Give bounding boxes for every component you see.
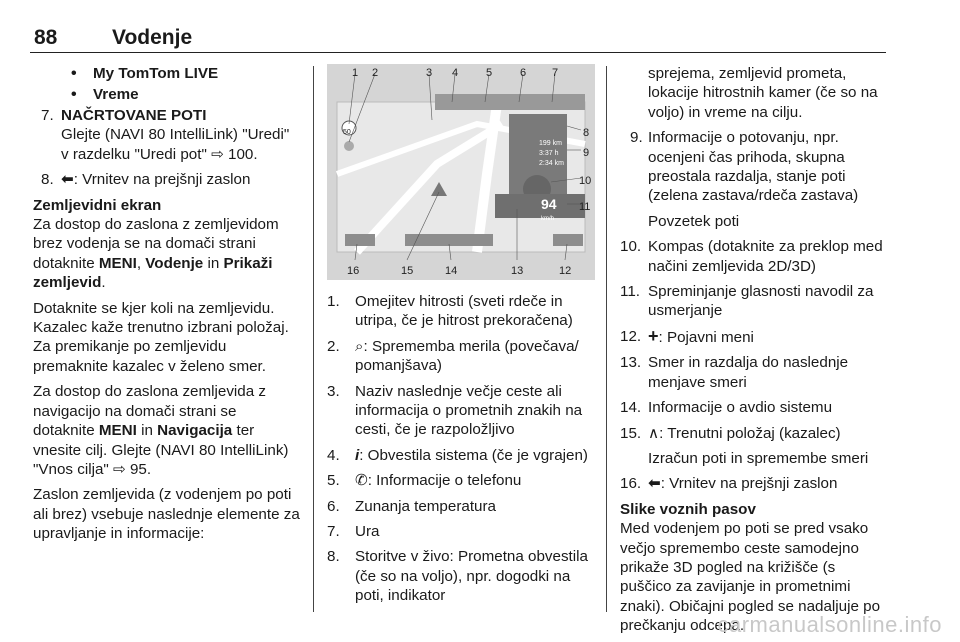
list-item	[327, 547, 597, 605]
item-number: 13.	[620, 354, 642, 372]
sub-text: Izračun poti in spremembe smeri	[648, 449, 869, 467]
callout-label: 4	[452, 67, 459, 79]
item-number: 9.	[630, 129, 643, 147]
callout-label: 8	[583, 127, 590, 139]
callout-label: 14	[445, 265, 458, 277]
item-text: : Vrnitev na prejšnji zaslon	[660, 475, 838, 493]
item-text: Informacije o avdio sistemu	[648, 399, 833, 417]
callout-label: 13	[511, 265, 524, 277]
list-item	[620, 282, 890, 321]
sub-text: Povzetek poti	[648, 212, 740, 230]
item-text: : Sprememba merila (povečava/ pomanjšava)	[355, 337, 579, 375]
list-item	[620, 327, 890, 347]
paragraph: Zaslon zemljevida (z vodenjem po poti ali brez) vsebuje naslednje elemente za upravljanje in informacije:	[33, 486, 300, 543]
callout-label: 6	[520, 67, 527, 79]
map-distance: 2:34 km	[539, 160, 564, 167]
column-right	[620, 64, 890, 642]
list-item	[620, 128, 890, 206]
page-title: Vodenje	[112, 26, 193, 49]
column-divider	[313, 66, 314, 612]
item-text: : Vrnitev na prejšnji zaslon	[73, 171, 251, 189]
item-number: 1.	[327, 293, 340, 310]
item-text: : Obvestila sistema (če je vgrajen)	[359, 446, 588, 464]
item-text: Spreminjanje glasnosti navodil za usmerjanje	[648, 283, 874, 320]
map-screen-figure	[327, 64, 595, 280]
watermark-text: carmanualsonline.info	[717, 612, 942, 637]
page-header	[30, 22, 886, 53]
item-text: : Pojavni meni	[658, 328, 754, 346]
text: in	[136, 422, 158, 440]
text: Za dostop do zaslona z zemljevidom brez vodenja se na domači strani dotaknite	[33, 216, 279, 272]
item-text: Omejitev hitrosti (sveti rdeče in utripa, če je hitrost prekoračena)	[355, 293, 573, 330]
list-item	[327, 292, 597, 331]
text: Za dostop do zaslona zemljevida z navigacijo na domači strani se dotaknite	[33, 383, 267, 440]
callout-label: 5	[486, 67, 493, 79]
item-number: 10.	[620, 238, 642, 256]
paragraph: Dotaknite se kjer koli na zemljevidu. Kazalec kaže trenutno izbrani položaj. Za premikanje po zemljevidu premaknite kazalec v želeno smer.	[33, 299, 289, 375]
list-item-8	[33, 170, 301, 189]
callout-label: 11	[579, 201, 591, 213]
callout-label: 3	[426, 67, 433, 79]
map-speed-unit: km/h	[541, 216, 555, 222]
text: .	[101, 274, 106, 292]
item-text: Naziv naslednje večje ceste ali informacija o prometnih znakih na cesti, če je razpoložljivo	[355, 382, 583, 439]
zoom-icon: ⌕	[355, 337, 364, 355]
item-number: 8.	[41, 171, 54, 189]
item-number: 5.	[327, 472, 340, 490]
callout-label: 15	[401, 265, 414, 277]
item-continuation: sprejema, zemljevid prometa, lokacije hitrostnih kamer (če so na voljo) in vreme na cilju.	[648, 65, 878, 121]
callout-label: 9	[583, 147, 590, 159]
list-item	[327, 471, 597, 490]
item-number: 11.	[620, 283, 640, 301]
item-text: Informacije o potovanju, npr. ocenjeni čas prihoda, skupna preostala razdalja, stanje poti (zelena zastava/rdeča zastava)	[648, 129, 859, 205]
bold-term: MENI	[98, 422, 137, 440]
item-text: Kompas (dotaknite za preklop med načini zemljevida 2D/3D)	[648, 238, 883, 275]
item-text: Glejte (NAVI 80 IntelliLink) "Uredi" v razdelku "Uredi pot" ⇨ 100.	[61, 126, 290, 163]
item-text: Smer in razdalja do naslednje menjave smeri	[648, 354, 849, 391]
item-text: Zunanja temperatura	[355, 497, 496, 515]
paragraph	[33, 382, 301, 479]
item-number: 7.	[41, 107, 54, 124]
callout-label: 2	[372, 67, 379, 79]
item-number: 15.	[620, 424, 642, 442]
item-number: 3.	[327, 382, 340, 400]
column-middle	[327, 64, 597, 612]
map-distance: 199 km	[539, 140, 562, 147]
page-number: 88	[34, 26, 58, 49]
callout-label: 10	[579, 175, 592, 187]
paragraph	[33, 215, 301, 293]
plus-icon: +	[648, 325, 659, 346]
item-number: 2.	[327, 337, 340, 355]
position-cursor-icon: ∧	[648, 424, 660, 442]
list-item	[620, 474, 890, 493]
list-item-7	[33, 106, 301, 164]
list-item	[327, 337, 597, 376]
text: ,	[136, 254, 146, 272]
callout-label: 12	[559, 265, 572, 277]
callout-label: 16	[347, 265, 360, 277]
item-number: 12.	[620, 327, 642, 345]
item-number: 7.	[327, 523, 340, 541]
bold-term: Prikaži zemljevid	[33, 254, 273, 292]
text: in	[203, 254, 224, 272]
info-icon: i	[355, 446, 360, 464]
paragraph: Med vodenjem po poti se pred vsako večjo spremembo ceste samodejno prikaže 3D pogled na križišče (s puščico za zavijanje in prometnimi znaki). Običajni pogled se nadaljuje po prečkanju odcepa.	[620, 520, 881, 635]
list-item	[620, 353, 890, 392]
bullet-item: • My TomTom LIVE	[33, 64, 301, 85]
back-arrow-icon: ⬅	[61, 171, 74, 189]
item-number: 14.	[620, 399, 642, 417]
map-speed: 94	[541, 196, 557, 212]
section-heading: Zemljevidni ekran	[33, 196, 162, 214]
item-number: 4.	[327, 446, 340, 464]
item-text: : Informacije o telefonu	[367, 472, 522, 490]
list-item	[620, 237, 890, 276]
bold-term: Vodenje	[145, 254, 204, 272]
back-arrow-icon: ⬅	[648, 475, 661, 493]
item-text: : Trenutni položaj (kazalec)	[659, 424, 841, 442]
bold-term: MENI	[98, 254, 137, 272]
column-left	[33, 64, 301, 550]
list-item	[327, 522, 597, 541]
item-number: 8.	[327, 548, 340, 566]
list-item	[620, 398, 890, 417]
callout-label: 1	[352, 67, 359, 79]
section-heading: Slike voznih pasov	[620, 500, 756, 518]
item-title: NAČRTOVANE POTI	[61, 107, 207, 124]
item-number: 16.	[620, 475, 642, 493]
list-item	[327, 382, 597, 440]
callout-label: 7	[552, 67, 559, 79]
list-item	[327, 497, 597, 516]
column-divider	[606, 66, 607, 612]
phone-icon: ✆	[355, 472, 368, 490]
map-speed-limit: 50	[343, 129, 351, 136]
bullet-item: • Vreme	[33, 85, 301, 106]
text: ter vnesite cilj. Glejte (NAVI 80 IntelliLink) "Vnos cilja" ⇨ 95.	[33, 422, 289, 478]
list-item	[327, 446, 597, 465]
map-distance: 3:37 h	[539, 150, 559, 157]
item-text: Ura	[355, 523, 380, 541]
item-text: Storitve v živo: Prometna obvestila (če so na voljo), npr. dogodki na poti, indikator	[355, 548, 588, 605]
item-number: 6.	[327, 497, 340, 515]
bold-term: Navigacija	[157, 422, 233, 440]
list-item	[620, 424, 890, 443]
